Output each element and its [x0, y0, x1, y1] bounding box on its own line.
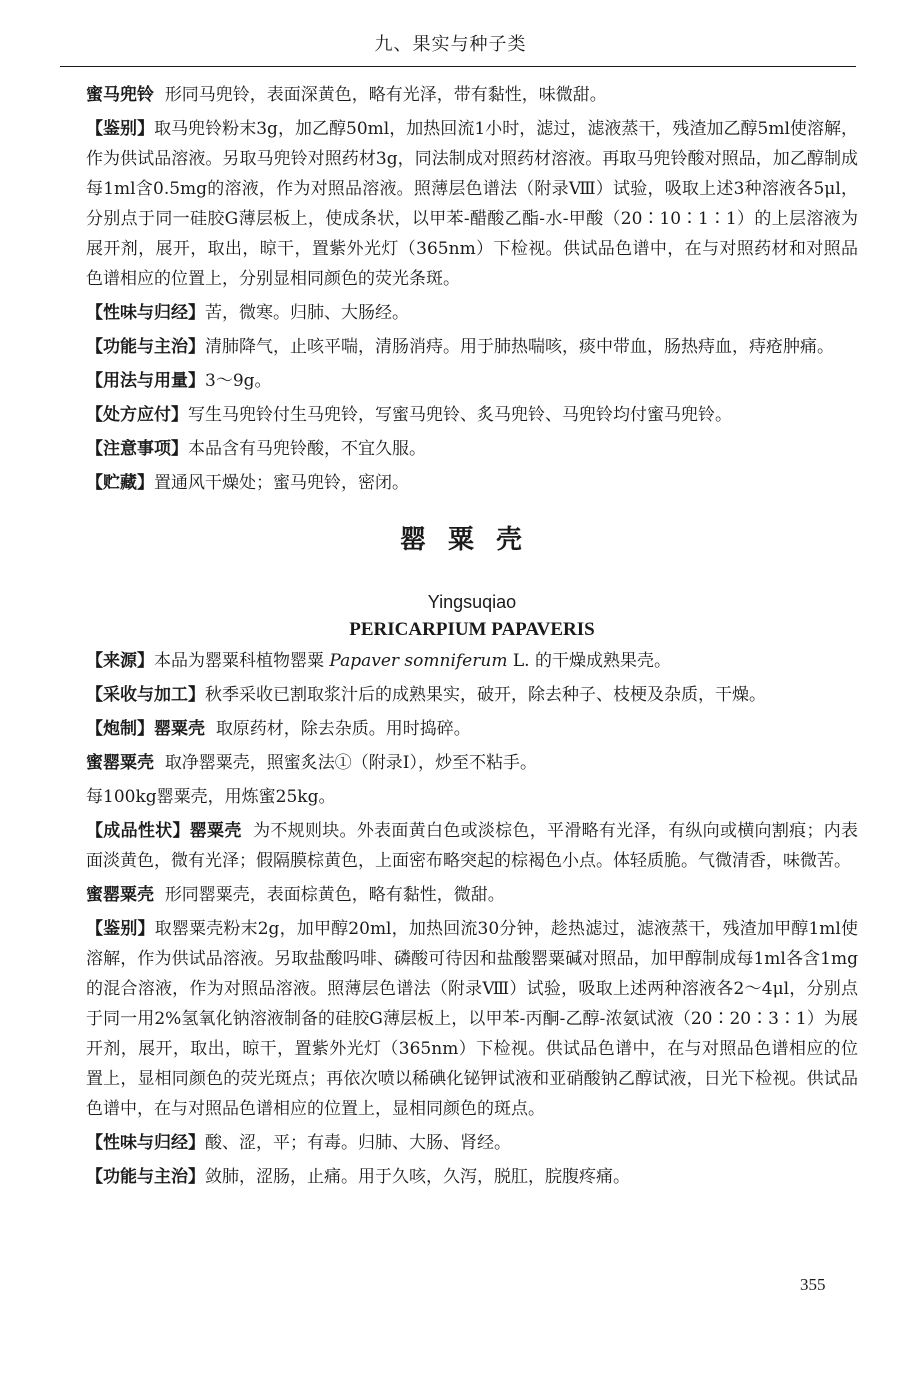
- cautions-text: 本品含有马兜铃酸，不宜久服。: [188, 439, 426, 459]
- entry-title: 罂粟壳: [399, 525, 544, 555]
- source-paragraph: [86, 646, 858, 676]
- harvest-text: 秋季采收已割取浆汁后的成熟果实，破开，除去种子、枝梗及杂质，干燥。: [205, 685, 766, 705]
- prescription-label: 【处方应付】: [86, 405, 188, 425]
- honey-traits-paragraph: [86, 880, 858, 910]
- mi-madouling-text: 形同马兜铃，表面深黄色，略有光泽，带有黏性，味微甜。: [164, 85, 607, 105]
- ysk-taste-paragraph: [86, 1128, 858, 1158]
- product-traits-sub-label: 罂粟壳: [189, 821, 242, 841]
- source-text-before: 本品为罂粟科植物罂粟: [154, 651, 324, 671]
- honey-traits-label: 蜜罂粟壳: [86, 885, 154, 905]
- harvest-paragraph: [86, 680, 858, 710]
- honey-processing-text: 取净罂粟壳，照蜜炙法①（附录Ⅰ），炒至不粘手。: [164, 753, 538, 773]
- honey-ratio-note: 每100kg罂粟壳，用炼蜜25kg。: [86, 787, 336, 807]
- ysk-taste-label: 【性味与归经】: [86, 1133, 205, 1153]
- ysk-taste-text: 酸、涩，平；有毒。归肺、大肠、肾经。: [205, 1133, 511, 1153]
- function-text: 清肺降气，止咳平喘，清肠消痔。用于肺热喘咳，痰中带血，肠热痔血，痔疮肿痛。: [205, 337, 834, 357]
- honey-traits-text: 形同罂粟壳，表面棕黄色，略有黏性，微甜。: [164, 885, 505, 905]
- ysk-identification-label: 【鉴别】: [86, 919, 155, 939]
- ysk-identification-paragraph: [86, 914, 858, 1124]
- species-name: Papaver somniferum: [329, 651, 508, 671]
- taste-text: 苦，微寒。归肺、大肠经。: [205, 303, 409, 323]
- madouling-prescription: [86, 400, 858, 430]
- storage-label: 【贮藏】: [86, 473, 154, 493]
- processing-sub-label: 罂粟壳: [154, 719, 205, 739]
- source-label: 【来源】: [86, 651, 154, 671]
- dosage-label: 【用法与用量】: [86, 371, 205, 391]
- ysk-function-label: 【功能与主治】: [86, 1167, 205, 1187]
- function-label: 【功能与主治】: [86, 337, 205, 357]
- identification-label: 【鉴别】: [86, 119, 155, 139]
- product-traits-label: 【成品性状】: [86, 821, 190, 841]
- identification-text: 取马兜铃粉末3g，加乙醇50ml，加热回流1小时，滤过，滤液蒸干，残渣加乙醇5ml使溶解，作为供试品溶液。另取马兜铃对照药材3g，同法制成对照药材溶液。再取马兜铃酸对照品，加乙醇制成每1ml含0.5mg的溶液，作为对照品溶液。照薄层色谱法（附录Ⅷ）试验，吸取上述3种溶液各5μl，分别点于同一硅胶G薄层板上，使成条状，以甲苯-醋酸乙酯-水-甲酸（20∶10∶1∶1）的上层溶液为展开剂，展开，取出，晾干，置紫外光灯（365nm）下检视。供试品色谱中，在与对照药材和对照品色谱相应的位置上，分别显相同颜色的荧光条斑。: [86, 119, 859, 289]
- prescription-text: 写生马兜铃付生马兜铃，写蜜马兜铃、炙马兜铃、马兜铃均付蜜马兜铃。: [188, 405, 732, 425]
- entry-latin-name: PERICARPIUM PAPAVERIS: [349, 619, 595, 640]
- taste-label: 【性味与归经】: [86, 303, 205, 323]
- madouling-function: [86, 332, 858, 362]
- honey-processing-label: 蜜罂粟壳: [86, 753, 154, 773]
- ysk-function-text: 敛肺，涩肠，止痛。用于久咳，久泻，脱肛，脘腹疼痛。: [205, 1167, 630, 1187]
- ysk-identification-text: 取罂粟壳粉末2g，加甲醇20ml，加热回流30分钟，趁热滤过，滤液蒸干，残渣加甲醇1ml使溶解，作为供试品溶液。另取盐酸吗啡、磷酸可待因和盐酸罂粟碱对照品，加甲醇制成每1ml各含1mg的混合溶液，作为对照品溶液。照薄层色谱法（附录Ⅷ）试验，吸取上述两种溶液各2～4μl，分别点于同一用2%氢氧化钠溶液制备的硅胶G薄层板上，以甲苯-丙酮-乙醇-浓氨试液（20∶20∶3∶1）为展开剂，展开，取出，晾干，置紫外光灯（365nm）下检视。供试品色谱中，在与对照品色谱相应的位置上，显相同颜色的荧光斑点；再依次喷以稀碘化铋钾试液和亚硝酸钠乙醇试液，日光下检视。供试品色谱中，在与对照品色谱相应的位置上，显相同颜色的斑点。: [86, 919, 859, 1119]
- harvest-label: 【采收与加工】: [86, 685, 205, 705]
- running-head: 九、果实与种子类: [374, 34, 527, 55]
- processing-text: 取原药材，除去杂质。用时捣碎。: [215, 719, 471, 739]
- dosage-text: 3～9g。: [205, 371, 272, 391]
- honey-processing-paragraph: [86, 748, 858, 778]
- madouling-cautions: [86, 434, 858, 464]
- mi-madouling-label: 蜜马兜铃: [86, 85, 154, 105]
- storage-text: 置通风干燥处；蜜马兜铃，密闭。: [154, 473, 409, 493]
- product-traits-paragraph: [86, 816, 858, 876]
- page-content: [86, 80, 858, 1196]
- madouling-taste-meridian: [86, 298, 858, 328]
- processing-label: 【炮制】: [86, 719, 154, 739]
- ysk-function-paragraph: [86, 1162, 858, 1192]
- processing-paragraph: [86, 714, 858, 744]
- mi-madouling-paragraph: [86, 80, 858, 110]
- source-text-after: L. 的干燥成熟果壳。: [507, 651, 671, 671]
- madouling-dosage: [86, 366, 858, 396]
- cautions-label: 【注意事项】: [86, 439, 188, 459]
- page-number: 355: [800, 1275, 826, 1294]
- header-rule: [60, 66, 856, 67]
- madouling-storage: [86, 468, 858, 498]
- entry-pinyin: Yingsuqiao: [427, 592, 517, 612]
- product-traits-text: 为不规则块。外表面黄白色或淡棕色，平滑略有光泽，有纵向或横向割痕；内表面淡黄色，微有光泽；假隔膜棕黄色，上面密布略突起的棕褐色小点。体轻质脆。气微清香，味微苦。: [86, 821, 859, 871]
- madouling-identification: [86, 114, 858, 294]
